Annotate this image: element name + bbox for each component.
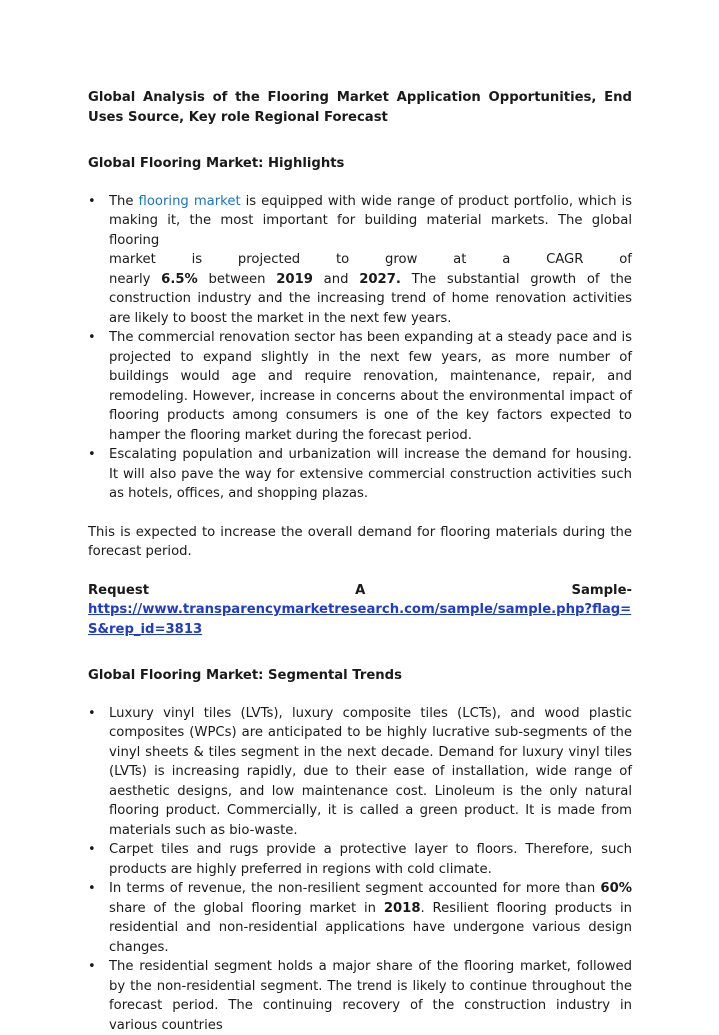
flooring-market-link[interactable]: flooring market <box>139 194 241 209</box>
request-word: Request <box>88 581 149 601</box>
bullet-text: share of the global flooring market in <box>109 901 376 916</box>
document-title: Global Analysis of the Flooring Market Application Opportunities, End Uses Source, Key role Regional Forecast <box>88 88 632 127</box>
bullet-text: and <box>324 272 349 287</box>
word: grow <box>385 250 417 270</box>
word: a <box>502 250 510 270</box>
bullet-text: . Resilient flooring products in residential and non-residential applications have undergone various design changes. <box>109 901 632 955</box>
segments-list <box>88 704 632 1035</box>
segments-heading: Global Flooring Market: Segmental Trends <box>88 666 632 686</box>
summary-paragraph: This is expected to increase the overall demand for flooring materials during the forecast period. <box>88 523 632 562</box>
word: CAGR <box>546 250 583 270</box>
request-sample <box>88 581 632 640</box>
list-item <box>88 192 632 329</box>
word: projected <box>238 250 300 270</box>
highlights-list <box>88 192 632 504</box>
word: to <box>336 250 349 270</box>
base-year: 2018 <box>384 901 421 916</box>
bullet-text: The substantial growth of the construction industry and the increasing trend of home renovation activities are likely to boost the market in the next few years. <box>109 272 632 326</box>
request-word: Sample- <box>571 581 632 601</box>
share-value: 60% <box>600 881 632 896</box>
bullet-text: nearly <box>109 272 150 287</box>
list-item: • Luxury vinyl tiles (LVTs), luxury composite tiles (LCTs), and wood plastic composites (WPCs) are anticipated to be highly lucrative sub-segments of the vinyl sheets & tiles segment in the next decade. Demand for luxury vinyl tiles (LVTs) is increasing rapidly, due to their ease of installation, wide range of aesthetic designs, and low maintenance cost. Linoleum is the only natural flooring product. Commercially, it is called a green product. It is made from materials such as bio-waste. <box>88 704 632 841</box>
sample-request-link[interactable]: https://www.transparencymarketresearch.com/sample/sample.php?flag=S&rep_id=3813 <box>88 602 631 637</box>
list-item: • Carpet tiles and rugs provide a protective layer to floors. Therefore, such products are highly preferred in regions with cold climate. <box>88 840 632 879</box>
list-item: • The commercial renovation sector has been expanding at a steady pace and is projected to expand slightly in the next few years, as more number of buildings would age and require renovation, maintenance, repair, and remodeling. However, increase in concerns about the environmental impact of flooring products among consumers is one of the key factors expected to hamper the flooring market during the forecast period. <box>88 328 632 445</box>
word: is <box>192 250 203 270</box>
bullet-text: is equipped with wide range of product portfolio, which is making it, the most important for building material markets. The global flooring <box>109 194 632 248</box>
bullet-text: The <box>109 194 134 209</box>
bullet-text: between <box>208 272 265 287</box>
list-item <box>88 879 632 957</box>
cagr-value: 6.5% <box>161 272 198 287</box>
justified-line <box>109 250 632 270</box>
word: at <box>453 250 466 270</box>
list-item: • Escalating population and urbanization will increase the demand for housing. It will also pave the way for extensive commercial construction activities such as hotels, offices, and shopping plazas. <box>88 445 632 504</box>
bullet-text: In terms of revenue, the non-resilient segment accounted for more than <box>109 881 595 896</box>
request-word: A <box>355 581 365 601</box>
highlights-heading: Global Flooring Market: Highlights <box>88 154 632 174</box>
list-item: • The residential segment holds a major share of the flooring market, followed by the non-residential segment. The trend is likely to continue throughout the forecast period. The continuing recovery of the construction industry in various countries <box>88 957 632 1035</box>
start-year: 2019 <box>276 272 313 287</box>
request-sample-line <box>88 581 632 601</box>
end-year: 2027. <box>359 272 401 287</box>
word: of <box>619 250 632 270</box>
word: market <box>109 250 156 270</box>
